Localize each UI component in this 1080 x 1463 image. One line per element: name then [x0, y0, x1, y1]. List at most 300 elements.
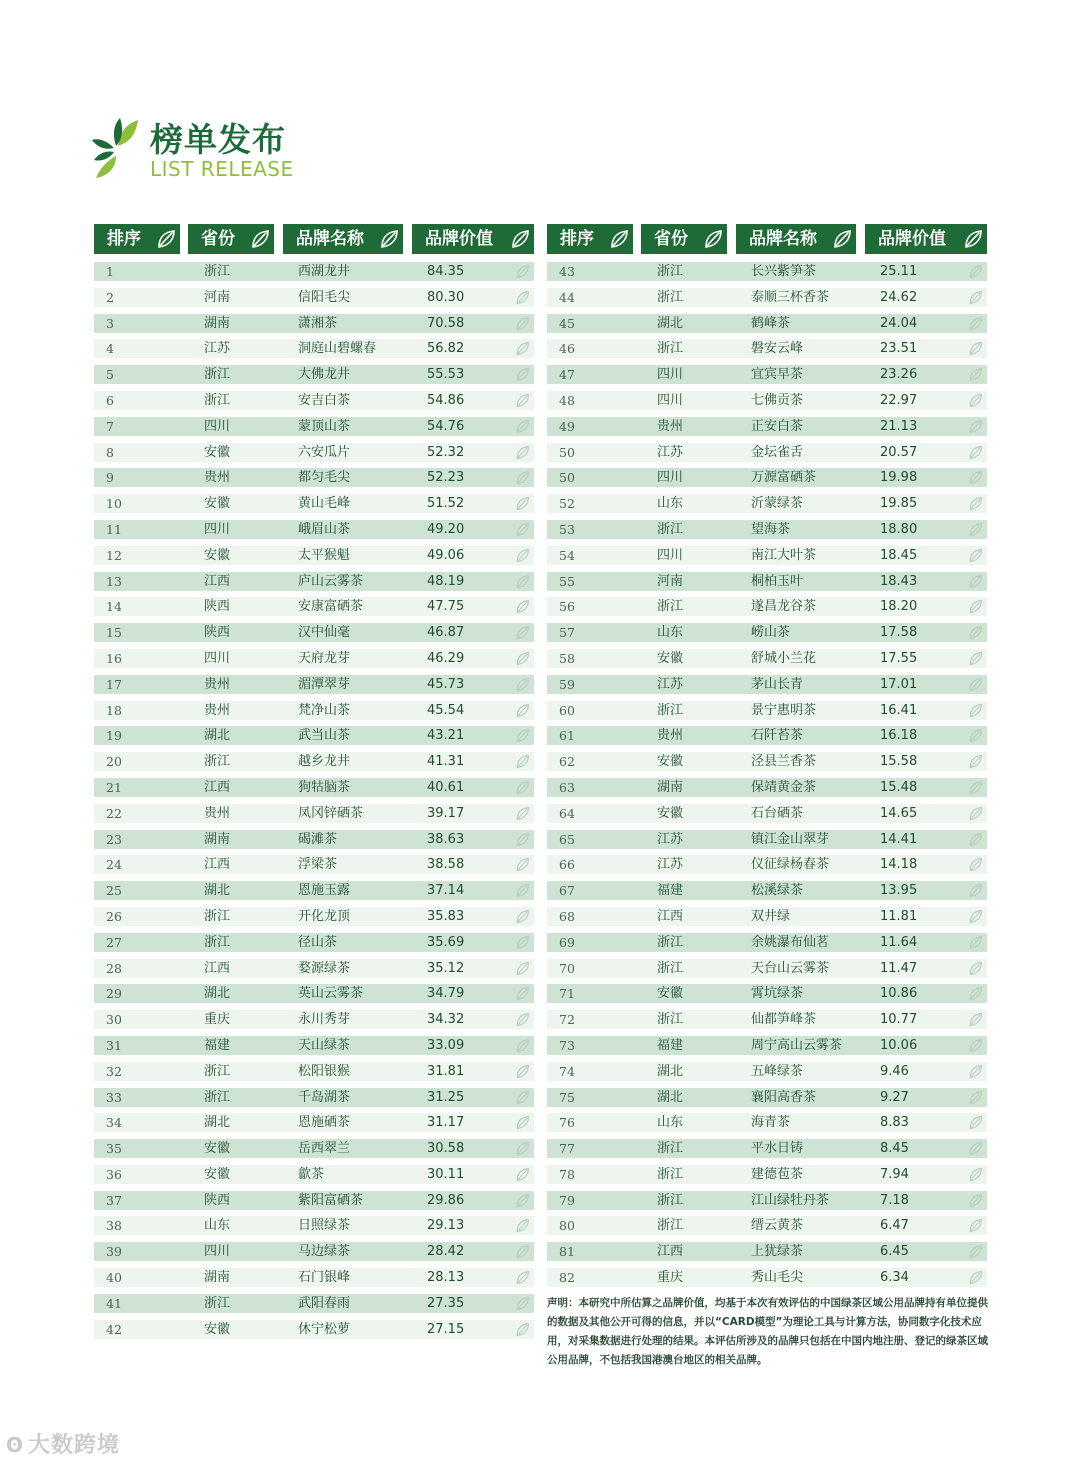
brand-value-cell: 18.20 [880, 599, 918, 615]
rank-cell: 79 [559, 1192, 575, 1208]
brand-value-cell: 14.18 [880, 857, 918, 873]
leaf-icon [968, 548, 983, 563]
rank-cell: 4 [106, 341, 114, 357]
rank-cell: 46 [559, 341, 575, 357]
brand-value-cell: 9.27 [880, 1089, 909, 1105]
brand-value-cell: 6.45 [880, 1244, 909, 1260]
leaf-icon [968, 470, 983, 485]
brand-value-cell: 19.85 [880, 496, 918, 512]
rank-cell: 71 [559, 986, 575, 1002]
table-row [94, 1240, 534, 1266]
header-province [188, 224, 274, 254]
table-row [547, 389, 987, 415]
brand-name-cell: 仙都笋峰茶 [751, 1012, 817, 1028]
brand-name-cell: 马边绿茶 [298, 1244, 351, 1260]
leaf-icon [968, 703, 983, 718]
table-row [94, 1163, 534, 1189]
rank-cell: 32 [106, 1063, 122, 1079]
rank-cell: 6 [106, 392, 114, 408]
brand-name-cell: 都匀毛尖 [298, 470, 351, 486]
brand-value-cell: 7.94 [880, 1166, 909, 1182]
brand-name-cell: 洞庭山碧螺春 [298, 341, 377, 357]
table-row [547, 1240, 987, 1266]
rank-cell: 23 [106, 831, 122, 847]
leaf-icon [968, 290, 983, 305]
brand-value-cell: 52.23 [427, 470, 465, 486]
brand-name-cell: 六安瓜片 [298, 444, 351, 460]
table-row [547, 570, 987, 596]
brand-value-cell: 6.47 [880, 1218, 909, 1234]
province-cell: 安徽 [657, 986, 684, 1002]
leaf-icon [968, 728, 983, 743]
brand-name-cell: 万源富硒茶 [751, 470, 817, 486]
table-row [547, 1086, 987, 1112]
rank-cell: 75 [559, 1089, 575, 1105]
rank-cell: 60 [559, 702, 575, 718]
brand-value-cell: 10.77 [880, 1012, 918, 1028]
province-cell: 湖南 [204, 831, 231, 847]
brand-value-cell: 56.82 [427, 341, 465, 357]
brand-value-cell: 51.52 [427, 496, 465, 512]
brand-value-cell: 13.95 [880, 883, 918, 899]
leaf-icon [515, 961, 530, 976]
province-cell: 湖北 [657, 1089, 684, 1105]
rank-cell: 21 [106, 779, 122, 795]
table-row [547, 879, 987, 905]
province-cell: 山东 [657, 1115, 684, 1131]
brand-value-cell: 41.31 [427, 754, 465, 770]
header-rank [547, 224, 633, 254]
leaf-icon [515, 935, 530, 950]
leaf-icon [515, 290, 530, 305]
province-cell: 福建 [657, 1037, 684, 1053]
leaf-icon [968, 651, 983, 666]
rank-cell: 41 [106, 1295, 122, 1311]
table-row [547, 1189, 987, 1215]
province-cell: 湖南 [657, 779, 684, 795]
brand-value-cell: 16.18 [880, 728, 918, 744]
province-cell: 江西 [204, 857, 231, 873]
brand-name-cell: 日照绿茶 [298, 1218, 351, 1234]
brand-name-cell: 正安白茶 [751, 418, 804, 434]
province-cell: 四川 [204, 418, 231, 434]
province-cell: 湖南 [204, 1270, 231, 1286]
province-cell: 四川 [657, 367, 684, 383]
table-row [547, 1137, 987, 1163]
rank-cell: 50 [559, 470, 575, 486]
rank-cell: 33 [106, 1089, 122, 1105]
brand-name-cell: 石台硒茶 [751, 805, 804, 821]
table-row [94, 905, 534, 931]
brand-name-cell: 松阳银猴 [298, 1063, 351, 1079]
table-row [94, 879, 534, 905]
table-row [547, 828, 987, 854]
leaf-icon [515, 677, 530, 692]
leaf-icon [515, 1218, 530, 1233]
brand-value-cell: 80.30 [427, 289, 465, 305]
leaf-icon [968, 935, 983, 950]
brand-name-cell: 舒城小兰花 [751, 650, 817, 666]
leaf-icon [515, 806, 530, 821]
brand-value-cell: 21.13 [880, 418, 918, 434]
rank-cell: 7 [106, 418, 114, 434]
brand-value-cell: 8.45 [880, 1141, 909, 1157]
brand-name-cell: 双井绿 [751, 908, 791, 924]
table-row [547, 647, 987, 673]
rank-cell: 34 [106, 1115, 122, 1131]
leaf-icon [968, 341, 983, 356]
brand-name-cell: 周宁高山云雾茶 [751, 1037, 843, 1053]
table-row [547, 260, 987, 286]
brand-value-cell: 29.13 [427, 1218, 465, 1234]
province-cell: 江西 [657, 1244, 684, 1260]
rank-cell: 5 [106, 367, 114, 383]
table-row [94, 1034, 534, 1060]
rank-cell: 35 [106, 1141, 122, 1157]
table-row [547, 750, 987, 776]
brand-value-cell: 19.98 [880, 470, 918, 486]
leaf-icon [968, 1012, 983, 1027]
leaf-icon [515, 341, 530, 356]
rank-cell: 66 [559, 857, 575, 873]
leaf-icon [832, 229, 852, 249]
table-row [547, 1214, 987, 1240]
table-row [94, 802, 534, 828]
brand-name-cell: 建德苞茶 [751, 1166, 804, 1182]
brand-name-cell: 太平猴魁 [298, 547, 351, 563]
brand-value-cell: 31.81 [427, 1063, 465, 1079]
table-row [94, 853, 534, 879]
leaf-icon [515, 1270, 530, 1285]
brand-value-cell: 8.83 [880, 1115, 909, 1131]
rank-cell: 29 [106, 986, 122, 1002]
province-cell: 安徽 [657, 754, 684, 770]
brand-value-cell: 40.61 [427, 779, 465, 795]
brand-name-cell: 江山绿牡丹茶 [751, 1192, 830, 1208]
table-row [94, 1189, 534, 1215]
brand-name-cell: 霄坑绿茶 [751, 986, 804, 1002]
province-cell: 浙江 [657, 599, 684, 615]
leaf-icon [515, 1038, 530, 1053]
province-cell: 浙江 [204, 367, 231, 383]
rank-cell: 74 [559, 1063, 575, 1079]
province-cell: 四川 [657, 392, 684, 408]
brand-name-cell: 崂山茶 [751, 625, 791, 641]
rank-cell: 76 [559, 1115, 575, 1131]
table-row [547, 312, 987, 338]
rank-cell: 80 [559, 1218, 575, 1234]
brand-name-cell: 武阳春雨 [298, 1295, 351, 1311]
brand-name-cell: 仪征绿杨春茶 [751, 857, 830, 873]
province-cell: 浙江 [204, 1089, 231, 1105]
table-row [94, 957, 534, 983]
leaf-icon [968, 986, 983, 1001]
rank-cell: 17 [106, 676, 122, 692]
leaf-icon [515, 445, 530, 460]
table-row [547, 982, 987, 1008]
rank-cell: 70 [559, 960, 575, 976]
rank-cell: 1 [106, 264, 114, 279]
leaf-icon [515, 393, 530, 408]
leaf-icon [968, 445, 983, 460]
province-cell: 浙江 [657, 341, 684, 357]
province-cell: 陕西 [204, 599, 231, 615]
brand-name-cell: 湄潭翠芽 [298, 676, 351, 692]
rank-cell: 49 [559, 418, 575, 434]
table-row [94, 1008, 534, 1034]
rank-cell: 48 [559, 392, 575, 408]
brand-name-cell: 望海茶 [751, 521, 791, 537]
brand-name-cell: 磐安云峰 [751, 341, 804, 357]
brand-name-cell: 石门银峰 [298, 1270, 351, 1286]
header-brand-name [283, 224, 403, 254]
brand-name-cell: 英山云雾茶 [298, 986, 364, 1002]
brand-value-cell: 15.48 [880, 779, 918, 795]
table-row [94, 673, 534, 699]
brand-value-cell: 47.75 [427, 599, 465, 615]
rank-cell: 26 [106, 908, 122, 924]
leaf-icon [968, 1218, 983, 1233]
brand-name-cell: 泰顺三杯香茶 [751, 289, 830, 305]
table-row [547, 1111, 987, 1137]
table-row [94, 1137, 534, 1163]
rank-cell: 65 [559, 831, 575, 847]
province-cell: 浙江 [657, 1218, 684, 1234]
brand-value-cell: 29.86 [427, 1192, 465, 1208]
brand-name-cell: 西湖龙井 [298, 264, 351, 279]
header-province [641, 224, 727, 254]
brand-name-cell: 婺源绿茶 [298, 960, 351, 976]
table-row [547, 802, 987, 828]
brand-name-cell: 武当山茶 [298, 728, 351, 744]
table-row [94, 389, 534, 415]
rank-cell: 56 [559, 599, 575, 615]
brand-name-cell: 保靖黄金茶 [751, 779, 817, 795]
table-row [94, 931, 534, 957]
table-row [547, 286, 987, 312]
rank-cell: 63 [559, 779, 575, 795]
brand-name-cell: 遂昌龙谷茶 [751, 599, 817, 615]
brand-value-cell: 17.55 [880, 650, 918, 666]
table-row [94, 286, 534, 312]
brand-name-cell: 歙茶 [298, 1166, 325, 1182]
table-row [547, 931, 987, 957]
brand-name-cell: 天台山云雾茶 [751, 960, 830, 976]
brand-name-cell: 长兴紫笋茶 [751, 264, 817, 279]
table-row [94, 776, 534, 802]
header-label: 省份 [201, 229, 235, 249]
table-row [547, 363, 987, 389]
header-label: 品牌价值 [878, 229, 946, 249]
rank-cell: 15 [106, 625, 122, 641]
province-cell: 浙江 [657, 264, 684, 279]
province-cell: 安徽 [657, 650, 684, 666]
watermark [6, 1428, 120, 1459]
province-cell: 安徽 [204, 444, 231, 460]
brand-value-cell: 10.86 [880, 986, 918, 1002]
rank-cell: 28 [106, 960, 122, 976]
brand-value-cell: 38.58 [427, 857, 465, 873]
province-cell: 浙江 [204, 908, 231, 924]
province-cell: 湖北 [204, 986, 231, 1002]
rank-cell: 81 [559, 1244, 575, 1260]
table-row [547, 441, 987, 467]
leaf-icon [515, 496, 530, 511]
leaf-icon [968, 857, 983, 872]
leaf-icon [968, 1141, 983, 1156]
leaf-icon [515, 1141, 530, 1156]
province-cell: 四川 [657, 547, 684, 563]
brand-name-cell: 金坛雀舌 [751, 444, 804, 460]
brand-value-cell: 25.11 [880, 264, 918, 279]
leaf-icon [515, 1244, 530, 1259]
leaf-icon [968, 677, 983, 692]
province-cell: 贵州 [657, 418, 684, 434]
province-cell: 江西 [204, 779, 231, 795]
brand-name-cell: 秀山毛尖 [751, 1270, 804, 1286]
leaf-icon [609, 229, 629, 249]
brand-name-cell: 永川秀芽 [298, 1012, 351, 1028]
rank-cell: 12 [106, 547, 122, 563]
rank-cell: 31 [106, 1037, 122, 1053]
brand-name-cell: 茅山长青 [751, 676, 804, 692]
rank-cell: 18 [106, 702, 122, 718]
leaf-icon [515, 832, 530, 847]
brand-value-cell: 34.79 [427, 986, 465, 1002]
table-row [547, 492, 987, 518]
brand-name-cell: 峨眉山茶 [298, 521, 351, 537]
table-row [547, 905, 987, 931]
brand-name-cell: 石阡苔茶 [751, 728, 804, 744]
header-label: 排序 [107, 229, 141, 249]
table-row [94, 1086, 534, 1112]
leaf-icon [515, 1296, 530, 1311]
rank-cell: 9 [106, 470, 114, 486]
brand-name-cell: 信阳毛尖 [298, 289, 351, 305]
table-row [547, 1266, 987, 1292]
brand-value-cell: 45.54 [427, 702, 465, 718]
table-row [94, 544, 534, 570]
table-row [94, 724, 534, 750]
table-header [94, 224, 534, 254]
brand-value-cell: 27.35 [427, 1295, 465, 1311]
leaf-icon [515, 1090, 530, 1105]
brand-name-cell: 七佛贡茶 [751, 392, 804, 408]
table-row [94, 621, 534, 647]
rank-cell: 54 [559, 547, 575, 563]
province-cell: 湖北 [204, 1115, 231, 1131]
province-cell: 浙江 [204, 754, 231, 770]
rank-cell: 3 [106, 315, 114, 331]
rank-cell: 39 [106, 1244, 122, 1260]
table-row [94, 1111, 534, 1137]
rank-cell: 11 [106, 521, 122, 537]
brand-value-cell: 18.43 [880, 573, 918, 589]
leaf-icon [510, 229, 530, 249]
leaf-icon [968, 599, 983, 614]
rank-cell: 16 [106, 650, 122, 666]
brand-value-cell: 14.41 [880, 831, 918, 847]
leaf-icon [250, 229, 270, 249]
brand-value-cell: 15.58 [880, 754, 918, 770]
brand-value-cell: 34.32 [427, 1012, 465, 1028]
leaf-icon [968, 806, 983, 821]
ranking-table-left [94, 224, 534, 1343]
brand-value-cell: 39.17 [427, 805, 465, 821]
brand-value-cell: 30.58 [427, 1141, 465, 1157]
table-row [94, 363, 534, 389]
leaf-icon [968, 754, 983, 769]
rank-cell: 57 [559, 625, 575, 641]
brand-value-cell: 37.14 [427, 883, 465, 899]
leaf-icon [968, 1115, 983, 1130]
province-cell: 重庆 [657, 1270, 684, 1286]
table-row [94, 312, 534, 338]
province-cell: 浙江 [657, 702, 684, 718]
province-cell: 浙江 [204, 264, 231, 279]
brand-value-cell: 17.58 [880, 625, 918, 641]
leaf-icon [968, 1064, 983, 1079]
leaf-icon [515, 599, 530, 614]
table-row [94, 518, 534, 544]
leaf-icon [515, 1193, 530, 1208]
rank-cell: 50 [559, 444, 575, 460]
brand-value-cell: 24.04 [880, 315, 918, 331]
province-cell: 河南 [657, 573, 684, 589]
province-cell: 浙江 [657, 289, 684, 305]
brand-value-cell: 48.19 [427, 573, 465, 589]
leaf-icon [515, 1064, 530, 1079]
table-row [94, 260, 534, 286]
table-row [94, 1292, 534, 1318]
brand-value-cell: 17.01 [880, 676, 918, 692]
table-row [547, 673, 987, 699]
rank-cell: 61 [559, 728, 575, 744]
leaf-icon [515, 548, 530, 563]
brand-value-cell: 27.15 [427, 1321, 465, 1337]
watermark-logo-icon: ʘ [6, 1433, 25, 1457]
province-cell: 山东 [204, 1218, 231, 1234]
leaf-icon [968, 625, 983, 640]
table-row [94, 1214, 534, 1240]
brand-value-cell: 11.81 [880, 908, 918, 924]
brand-name-cell: 泾县兰香茶 [751, 754, 817, 770]
province-cell: 湖北 [657, 1063, 684, 1079]
rank-cell: 24 [106, 857, 122, 873]
brand-value-cell: 18.45 [880, 547, 918, 563]
province-cell: 浙江 [204, 1063, 231, 1079]
province-cell: 山东 [657, 625, 684, 641]
leaf-icon [968, 780, 983, 795]
brand-value-cell: 30.11 [427, 1166, 465, 1182]
brand-name-cell: 沂蒙绿茶 [751, 496, 804, 512]
brand-name-cell: 天山绿茶 [298, 1037, 351, 1053]
province-cell: 安徽 [204, 1166, 231, 1182]
table-row [547, 776, 987, 802]
table-row [94, 595, 534, 621]
brand-name-cell: 开化龙顶 [298, 908, 351, 924]
brand-value-cell: 23.51 [880, 341, 918, 357]
province-cell: 四川 [204, 650, 231, 666]
brand-name-cell: 越乡龙井 [298, 754, 351, 770]
province-cell: 浙江 [657, 1192, 684, 1208]
province-cell: 贵州 [657, 728, 684, 744]
province-cell: 浙江 [657, 960, 684, 976]
province-cell: 浙江 [657, 1141, 684, 1157]
province-cell: 湖南 [204, 315, 231, 331]
province-cell: 陕西 [204, 625, 231, 641]
brand-name-cell: 上犹绿茶 [751, 1244, 804, 1260]
